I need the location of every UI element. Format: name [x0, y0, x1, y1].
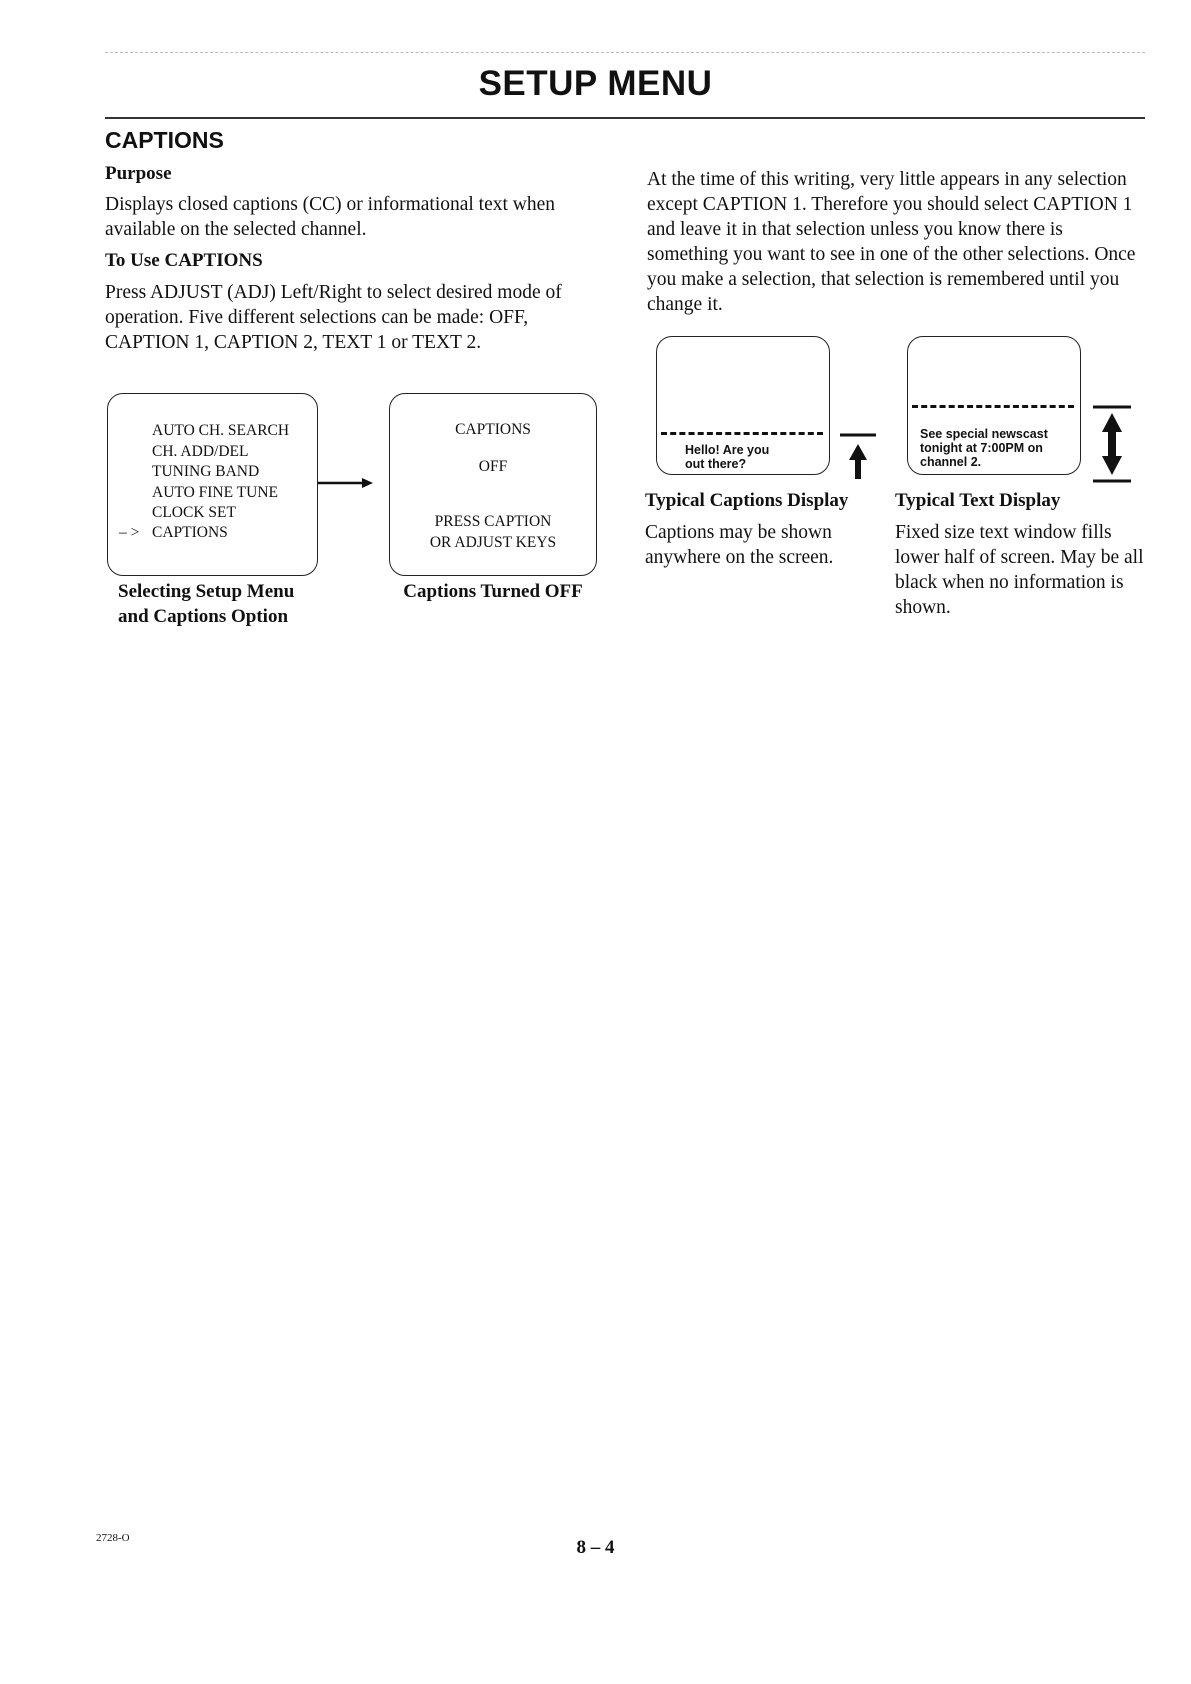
caption-sample-text: Hello! Are you out there? [685, 443, 770, 471]
menu-item: AUTO CH. SEARCH [152, 422, 290, 439]
captions-screen-caption: Captions Turned OFF [403, 581, 583, 602]
document-code: 2728-O [96, 1532, 130, 1544]
typical-captions-screen [656, 336, 830, 475]
arrow-right-icon [318, 476, 374, 490]
use-text: Press ADJUST (ADJ) Left/Right to select desired mode of operation. Five different selections can be made: OFF, CAPTION 1, CAPTION 2, TEXT 1 or TEXT 2. [105, 282, 562, 353]
typical-text-screen [907, 336, 1081, 475]
captions-off-screen [389, 393, 597, 576]
captions-screen-title: CAPTIONS [455, 421, 531, 438]
caption-area-boundary [661, 432, 823, 435]
menu-screen-caption: Selecting Setup Menu and Captions Option [118, 581, 295, 627]
note-text: At the time of this writing, very little appears in any selection except CAPTION 1. Therefore you should select CAPTION 1 and leave it in that selection unless you know there is something you want to see in one of the other selections. Once you make a selection, that selection is remembered until you change it. [647, 169, 1136, 315]
top-dashed-line [105, 52, 1145, 53]
move-up-arrow-icon [838, 432, 878, 480]
typical-text-heading: Typical Text Display [895, 490, 1061, 511]
purpose-text: Displays closed captions (CC) or informational text when available on the selected channel. [105, 194, 556, 240]
text-window-boundary [912, 405, 1074, 408]
menu-item: CH. ADD/DEL [152, 442, 249, 460]
typical-text-description: Fixed size text window fills lower half of screen. May be all black when no information is shown. [895, 522, 1144, 618]
menu-list [152, 421, 289, 524]
typical-captions-heading: Typical Captions Display [645, 490, 849, 511]
text-sample-text: See special newscast tonight at 7:00PM on channel 2. [920, 427, 1048, 469]
typical-captions-description: Captions may be shown anywhere on the screen. [645, 522, 834, 568]
setup-menu-screen [107, 393, 318, 576]
section-heading: CAPTIONS [105, 127, 224, 153]
captions-screen-hint: PRESS CAPTION OR ADJUST KEYS [429, 513, 557, 551]
captions-screen-value: OFF [478, 458, 508, 475]
menu-item: TUNING BAND [152, 463, 260, 480]
menu-item: CLOCK SET [152, 504, 236, 521]
menu-item: AUTO FINE TUNE [152, 483, 279, 501]
menu-pointer: – > [119, 524, 140, 541]
page-title: SETUP MENU [478, 64, 713, 103]
page-number: 8 – 4 [576, 1537, 615, 1558]
title-rule [105, 117, 1145, 119]
menu-item-selected: CAPTIONS [152, 524, 228, 541]
purpose-heading: Purpose [105, 163, 172, 184]
use-heading: To Use CAPTIONS [105, 250, 263, 271]
text-window-height-arrow-icon [1090, 404, 1134, 484]
